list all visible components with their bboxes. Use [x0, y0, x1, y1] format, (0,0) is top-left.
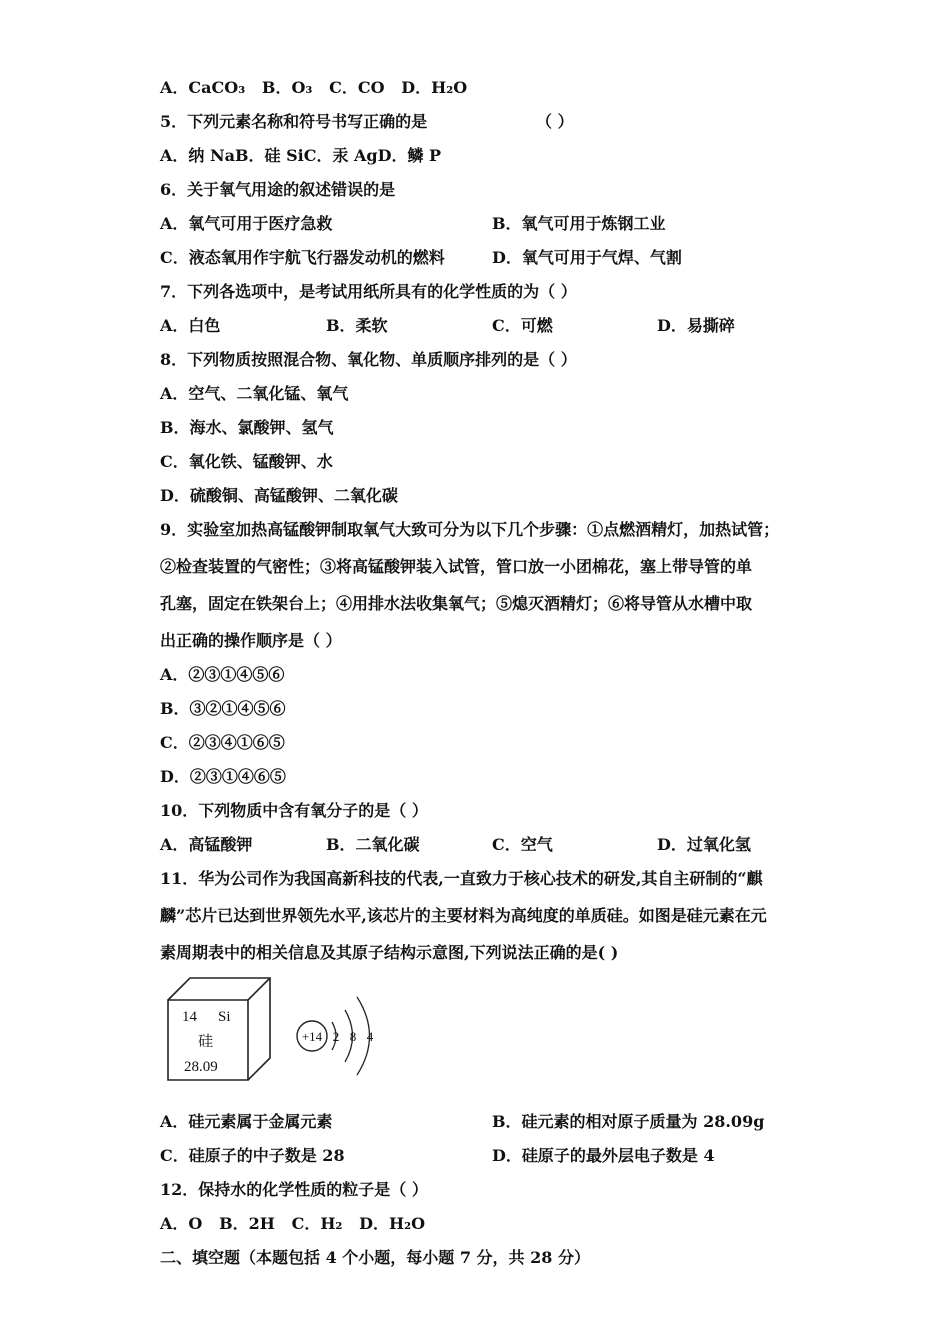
q6-options-row1	[160, 214, 860, 234]
q7-stem: 7．下列各选项中，是考试用纸所具有的化学性质的为（ ）	[160, 282, 577, 301]
q9-option-b: B．③②①④⑤⑥	[160, 699, 286, 718]
q10-stem: 10．下列物质中含有氧分子的是（ ）	[160, 801, 428, 820]
q8-stem: 8．下列物质按照混合物、氧化物、单质顺序排列的是（ ）	[160, 350, 577, 369]
q6-option-b: B．氧气可用于炼钢工业	[492, 214, 666, 233]
atomic-number: 14	[182, 1009, 197, 1025]
q4-option-d: D．H₂O	[401, 78, 468, 97]
q5-bracket: （ ）	[536, 112, 574, 131]
q10-option-a: A．高锰酸钾	[160, 835, 253, 854]
q8-option-c: C．氧化铁、锰酸钾、水	[160, 452, 333, 471]
silicon-figure	[160, 975, 390, 1090]
q8-option-a: A．空气、二氧化锰、氧气	[160, 384, 349, 403]
q12-option-b: B．2H	[219, 1214, 275, 1233]
q4-option-b: B．O₃	[261, 78, 313, 97]
q11-stem-line3: 素周期表中的相关信息及其原子结构示意图,下列说法正确的是( )	[160, 943, 619, 962]
nucleus-charge: +14	[301, 1029, 323, 1044]
q8-option-b: B．海水、氯酸钾、氢气	[160, 418, 334, 437]
q6-option-d: D．氧气可用于气焊、气割	[492, 248, 682, 267]
q6-option-a: A．氧气可用于医疗急救	[160, 214, 333, 233]
atomic-mass: 28.09	[184, 1059, 218, 1075]
q11-option-c: C．硅原子的中子数是 28	[160, 1146, 345, 1165]
q4-option-c: C．CO	[329, 78, 385, 97]
q11-options-row1	[160, 1112, 860, 1132]
q9-stem-line3: 孔塞，固定在铁架台上；④用排水法收集氧气；⑤熄灭酒精灯；⑥将导管从水槽中取	[160, 594, 753, 613]
section-2-heading: 二、填空题（本题包括 4 个小题，每小题 7 分，共 28 分）	[160, 1248, 590, 1267]
q5-stem	[160, 112, 574, 132]
element-name: 硅	[198, 1032, 214, 1050]
q12-option-c: C．H₂	[291, 1214, 343, 1233]
q12-stem: 12．保持水的化学性质的粒子是（ ）	[160, 1180, 428, 1199]
atomic-structure-diagram	[297, 997, 374, 1075]
shell-2-electrons: 8	[349, 1029, 357, 1044]
q12-option-a: A．O	[160, 1214, 203, 1233]
q4-options	[160, 78, 467, 98]
q5-stem-text: 5．下列元素名称和符号书写正确的是	[160, 112, 428, 131]
shell-3-electrons: 4	[366, 1029, 374, 1044]
q12-options	[160, 1214, 425, 1234]
q9-stem-line4: 出正确的操作顺序是（ ）	[160, 631, 342, 650]
q11-stem-line2: 麟”芯片已达到世界领先水平,该芯片的主要材料为高纯度的单质硅。如图是硅元素在元	[160, 906, 767, 925]
q12-option-d: D．H₂O	[359, 1214, 426, 1233]
q6-option-c: C．液态氧用作宇航飞行器发动机的燃料	[160, 248, 445, 267]
element-symbol: Si	[218, 1009, 231, 1025]
q10-option-b: B．二氧化碳	[326, 835, 420, 854]
q11-option-b: B．硅元素的相对原子质量为 28.09g	[492, 1112, 765, 1131]
q7-option-a: A．白色	[160, 316, 221, 335]
shell-1-electrons: 2	[332, 1029, 340, 1044]
q5-options: A．纳 NaB．硅 SiC．汞 AgD．鳞 P	[160, 146, 442, 165]
q9-stem-line2: ②检查装置的气密性；③将高锰酸钾装入试管，管口放一小团棉花，塞上带导管的单	[160, 557, 753, 576]
q7-option-c: C．可燃	[492, 316, 553, 335]
q7-option-d: D．易撕碎	[657, 316, 735, 335]
q6-options-row2	[160, 248, 860, 268]
q9-option-a: A．②③①④⑤⑥	[160, 665, 285, 684]
q6-stem: 6．关于氧气用途的叙述错误的是	[160, 180, 396, 199]
q11-option-a: A．硅元素属于金属元素	[160, 1112, 333, 1131]
q9-stem-line1: 9．实验室加热高锰酸钾制取氧气大致可分为以下几个步骤：①点燃酒精灯，加热试管；	[160, 520, 780, 539]
q10-option-d: D．过氧化氢	[657, 835, 751, 854]
q11-option-d: D．硅原子的最外层电子数是 4	[492, 1146, 715, 1165]
q4-option-a: A．CaCO₃	[160, 78, 246, 97]
q10-option-c: C．空气	[492, 835, 553, 854]
q9-option-c: C．②③④①⑥⑤	[160, 733, 285, 752]
q11-stem-line1: 11．华为公司作为我国高新科技的代表,一直致力于核心技术的研发,其自主研制的“麒	[160, 869, 763, 888]
q9-option-d: D．②③①④⑥⑤	[160, 767, 286, 786]
q7-option-b: B．柔软	[326, 316, 388, 335]
q8-option-d: D．硫酸铜、高锰酸钾、二氧化碳	[160, 486, 398, 505]
q11-options-row2	[160, 1146, 860, 1166]
